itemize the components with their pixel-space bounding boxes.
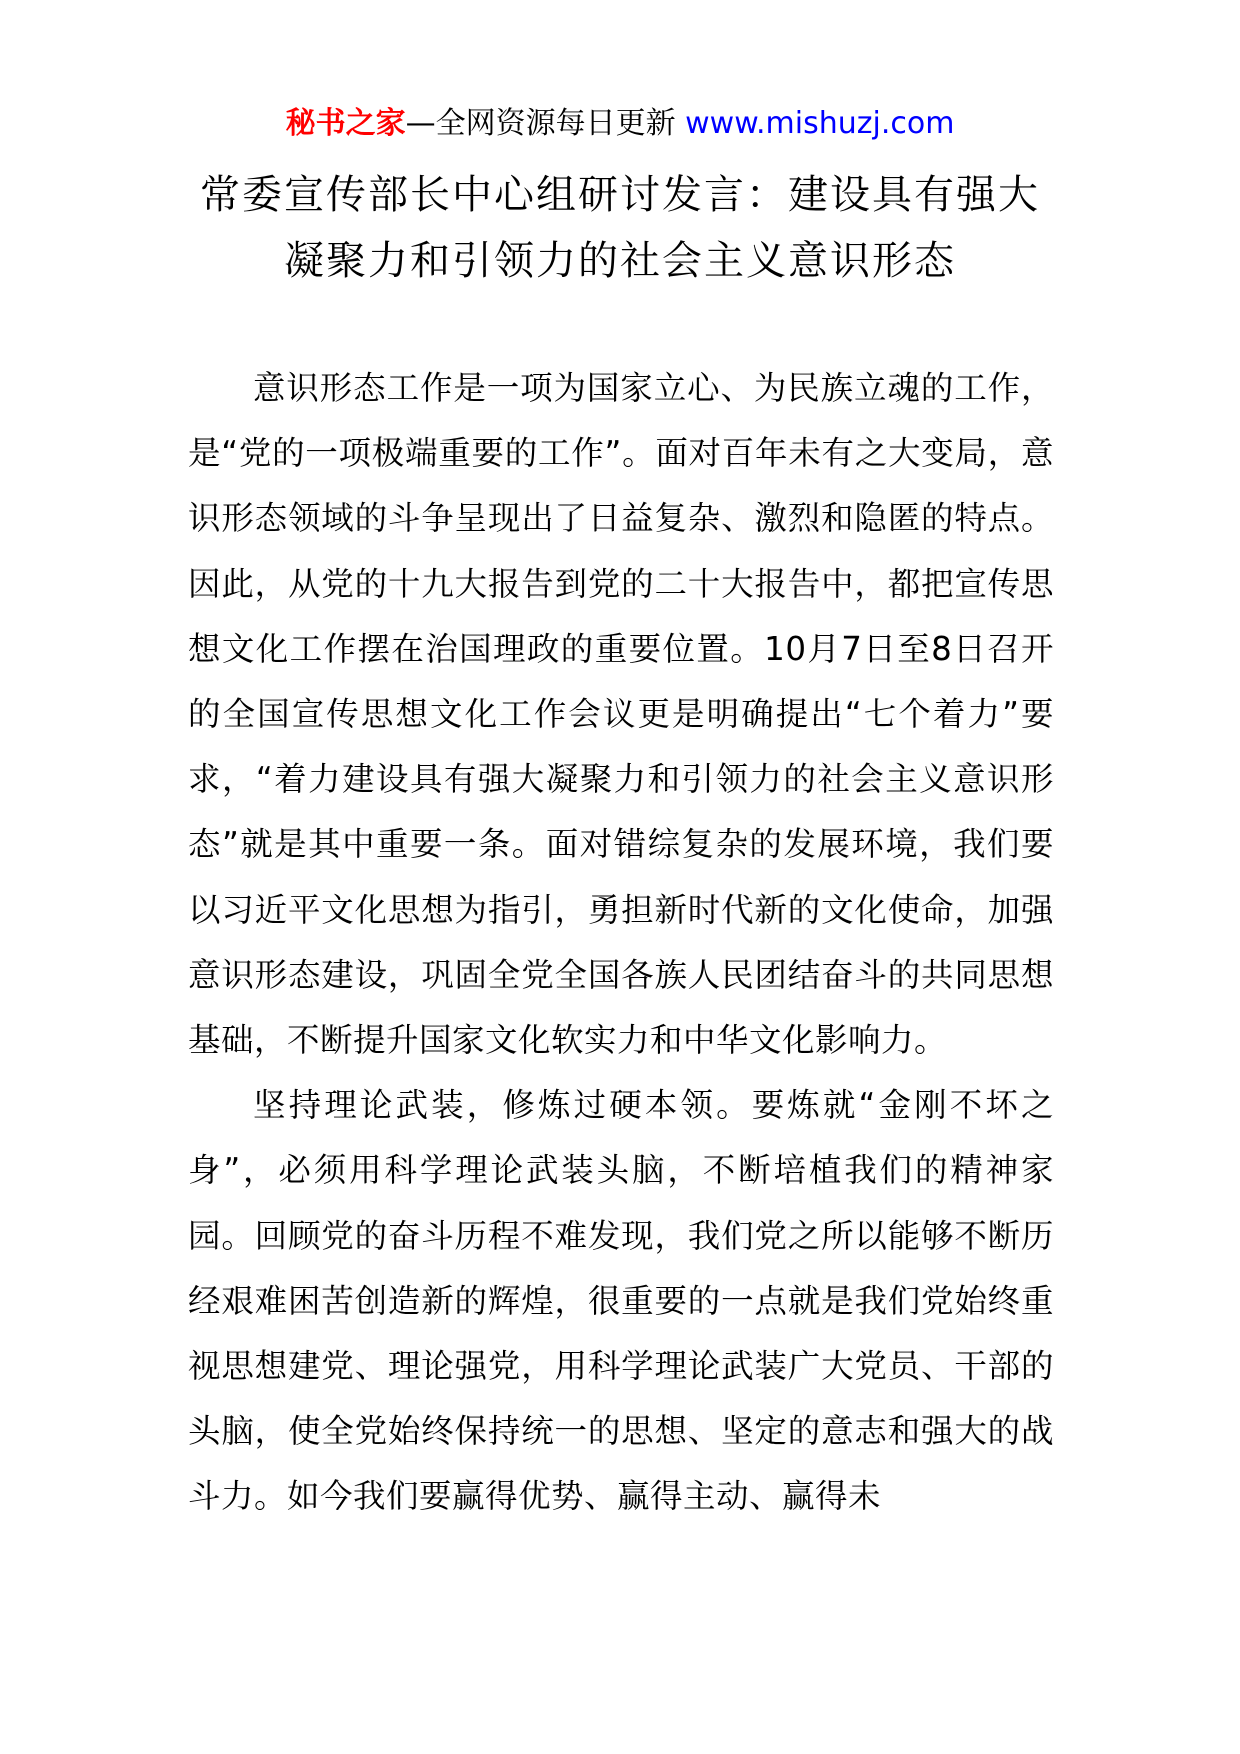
body-paragraph-2: 坚持理论武装，修炼过硬本领。要炼就“金刚不坏之身”，必须用科学理论武装头脑，不断培植我们的精神家园。回顾党的奋斗历程不难发现，我们党之所以能够不断历经艰难困苦创造新的辉煌，很重要的一点就是我们党始终重视思想建党、理论强党，用科学理论武装广大党员、干部的头脑，使全党始终保持统一的思想、坚定的意志和强大的战斗力。如今我们要赢得优势、赢得主动、赢得未 xyxy=(188,1086,1054,1516)
header-slogan: —全网资源每日更新 xyxy=(405,106,686,141)
title-line-1: 常委宣传部长中心组研讨发言：建设具有强大 xyxy=(200,172,1040,218)
document-title xyxy=(170,162,1070,294)
brand-name: 秘书之家 xyxy=(285,106,406,141)
title-line-2: 凝聚力和引领力的社会主义意识形态 xyxy=(284,238,956,284)
site-url-link[interactable]: www.mishuzj.com xyxy=(685,106,955,141)
header-banner xyxy=(0,102,1240,146)
body-paragraph-1: 意识形态工作是一项为国家立心、为民族立魂的工作，是“党的一项极端重要的工作”。面对百年未有之大变局，意识形态领域的斗争呈现出了日益复杂、激烈和隐匿的特点。因此，从党的十九大报告到党的二十大报告中，都把宣传思想文化工作摆在治国理政的重要位置。10月7日至8日召开的全国宣传思想文化工作会议更是明确提出“七个着力”要求，“着力建设具有强大凝聚力和引领力的社会主义意识形态”就是其中重要一条。面对错综复杂的发展环境，我们要以习近平文化思想为指引，勇担新时代新的文化使命，加强意识形态建设，巩固全党全国各族人民团结奋斗的共同思想基础，不断提升国家文化软实力和中华文化影响力。 xyxy=(188,369,1054,1060)
document-body xyxy=(188,356,1054,1530)
